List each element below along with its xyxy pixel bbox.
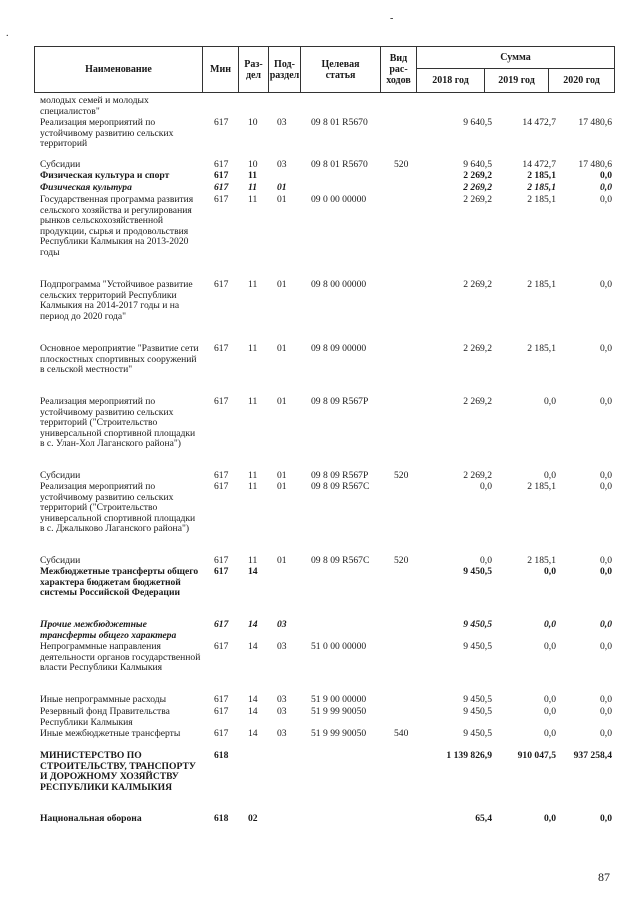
row-tselevaya: 51 9 99 90050 — [311, 706, 367, 717]
row-sum-2020: 17 480,6 — [578, 159, 612, 170]
row-sum-2020: 0,0 — [600, 813, 612, 824]
scan-mark-dash: - — [390, 13, 394, 24]
header-2018: 2018 год — [417, 69, 485, 93]
row-sum-2018: 9 640,5 — [463, 159, 492, 170]
table-row — [34, 729, 614, 751]
row-sum-2020: 0,0 — [600, 481, 612, 492]
row-podrazdel: 01 — [277, 343, 287, 354]
row-min: 617 — [214, 555, 229, 566]
table-row — [34, 280, 614, 344]
header-tselevaya: Целевая статья — [301, 47, 381, 93]
row-min: 617 — [214, 182, 229, 193]
table-row — [34, 118, 614, 160]
row-razdel: 14 — [248, 619, 258, 630]
row-razdel: 10 — [248, 159, 258, 170]
row-razdel: 11 — [248, 470, 258, 481]
row-min: 617 — [214, 170, 229, 181]
row-podrazdel: 03 — [277, 117, 287, 128]
row-min: 617 — [214, 728, 229, 739]
row-sum-2018: 1 139 826,9 — [446, 750, 492, 761]
row-sum-2018: 9 450,5 — [463, 728, 492, 739]
row-min: 617 — [214, 641, 229, 652]
row-sum-2020: 0,0 — [600, 170, 612, 181]
header-2019: 2019 год — [485, 69, 549, 93]
row-sum-2018: 9 450,5 — [463, 706, 492, 717]
row-sum-2018: 2 269,2 — [463, 343, 492, 354]
row-sum-2018: 9 450,5 — [463, 566, 492, 577]
row-tselevaya: 09 8 09 R567P — [311, 470, 369, 481]
row-sum-2019: 2 185,1 — [527, 170, 556, 181]
row-sum-2018: 9 640,5 — [463, 117, 492, 128]
row-sum-2019: 0,0 — [544, 470, 556, 481]
row-sum-2019: 910 047,5 — [517, 750, 556, 761]
row-name: Иные межбюджетные трансферты — [40, 728, 181, 739]
row-podrazdel: 01 — [277, 182, 287, 193]
row-razdel: 14 — [248, 641, 258, 652]
table-row — [34, 620, 614, 642]
row-sum-2019: 0,0 — [544, 694, 556, 705]
row-razdel: 11 — [248, 279, 258, 290]
row-tselevaya: 09 8 01 R5670 — [311, 159, 368, 170]
table-row — [34, 751, 614, 814]
row-sum-2019: 2 185,1 — [527, 343, 556, 354]
row-min: 617 — [214, 694, 229, 705]
row-sum-2018: 9 450,5 — [463, 694, 492, 705]
row-razdel: 11 — [248, 396, 258, 407]
row-name: Субсидии — [40, 470, 81, 481]
row-min: 617 — [214, 159, 229, 170]
row-podrazdel: 01 — [277, 194, 287, 205]
row-sum-2020: 0,0 — [600, 694, 612, 705]
row-podrazdel: 03 — [277, 728, 287, 739]
row-sum-2020: 0,0 — [600, 470, 612, 481]
row-tselevaya: 09 8 09 00000 — [311, 343, 367, 354]
row-podrazdel: 03 — [277, 694, 287, 705]
row-sum-2019: 0,0 — [544, 813, 556, 824]
row-sum-2019: 0,0 — [544, 641, 556, 652]
row-min: 617 — [214, 279, 229, 290]
row-sum-2019: 2 185,1 — [527, 279, 556, 290]
row-sum-2018: 2 269,2 — [463, 279, 492, 290]
row-min: 617 — [214, 619, 229, 630]
row-min: 617 — [214, 117, 229, 128]
row-razdel: 11 — [248, 194, 258, 205]
row-podrazdel: 03 — [277, 159, 287, 170]
row-razdel: 14 — [248, 694, 258, 705]
header-2020: 2020 год — [549, 69, 615, 93]
table-header — [34, 46, 615, 93]
header-summa: Сумма — [417, 47, 615, 69]
row-sum-2019: 14 472,7 — [522, 159, 556, 170]
row-vid: 520 — [394, 555, 409, 566]
row-tselevaya: 09 8 01 R5670 — [311, 117, 368, 128]
row-name: Иные непрограммные расходы — [40, 694, 167, 705]
row-sum-2020: 0,0 — [600, 396, 612, 407]
row-name: Государственная программа развития сельского хозяйства и регулирования рынков сельскохозяйственной продукции, сырья и продовольствия Республики Калмыкия на 2013-2020 годы — [40, 194, 194, 258]
row-name: Межбюджетные трансферты общего характера бюджетам бюджетной системы Российской Федерации — [40, 566, 199, 599]
row-name: Реализация мероприятий по устойчивому развитию сельских территорий — [40, 117, 174, 150]
row-tselevaya: 09 8 09 R567P — [311, 396, 369, 407]
row-sum-2019: 2 185,1 — [527, 182, 556, 193]
row-sum-2019: 0,0 — [544, 728, 556, 739]
row-sum-2020: 0,0 — [600, 728, 612, 739]
row-sum-2020: 0,0 — [600, 555, 612, 566]
row-razdel: 02 — [248, 813, 258, 824]
row-sum-2020: 0,0 — [600, 343, 612, 354]
row-name: Субсидии — [40, 555, 81, 566]
row-razdel: 11 — [248, 555, 258, 566]
row-podrazdel: 03 — [277, 619, 287, 630]
table-row — [34, 642, 614, 695]
scan-mark-dot: . — [6, 28, 9, 39]
row-sum-2018: 0,0 — [480, 555, 492, 566]
row-tselevaya: 09 8 09 R567C — [311, 481, 370, 492]
row-razdel: 14 — [248, 566, 258, 577]
row-sum-2018: 2 269,2 — [463, 470, 492, 481]
row-name: Субсидии — [40, 159, 81, 170]
row-vid: 520 — [394, 159, 409, 170]
table-row — [34, 482, 614, 556]
table-row — [34, 397, 614, 471]
row-sum-2018: 0,0 — [480, 481, 492, 492]
row-name: Резервный фонд Правительства Республики Калмыкия — [40, 706, 170, 728]
row-sum-2020: 0,0 — [600, 182, 612, 193]
row-sum-2020: 0,0 — [600, 706, 612, 717]
row-name: Непрограммные направления деятельности органов государственной власти Республики Калмыкия — [40, 641, 201, 674]
row-name: Физическая культура и спорт — [40, 170, 170, 181]
header-name: Наименование — [35, 47, 203, 93]
table-body — [34, 96, 614, 826]
row-razdel: 14 — [248, 728, 258, 739]
row-podrazdel: 01 — [277, 470, 287, 481]
row-sum-2020: 0,0 — [600, 619, 612, 630]
table-row — [34, 96, 614, 118]
row-vid: 540 — [394, 728, 409, 739]
row-podrazdel: 03 — [277, 641, 287, 652]
row-tselevaya: 51 9 00 00000 — [311, 694, 367, 705]
row-tselevaya: 51 0 00 00000 — [311, 641, 367, 652]
row-min: 617 — [214, 566, 229, 577]
row-podrazdel: 01 — [277, 396, 287, 407]
row-name: Физическая культура — [40, 182, 132, 193]
header-vid: Вид рас- ходов — [381, 47, 417, 93]
row-min: 617 — [214, 194, 229, 205]
row-sum-2020: 0,0 — [600, 279, 612, 290]
row-vid: 520 — [394, 470, 409, 481]
row-sum-2020: 0,0 — [600, 566, 612, 577]
row-min: 617 — [214, 481, 229, 492]
header-podrazdel: Под- раздел — [269, 47, 301, 93]
row-sum-2018: 2 269,2 — [463, 170, 492, 181]
row-sum-2018: 65,4 — [475, 813, 492, 824]
row-sum-2019: 2 185,1 — [527, 194, 556, 205]
table-row — [34, 344, 614, 397]
header-min: Мин — [203, 47, 239, 93]
row-sum-2018: 2 269,2 — [463, 194, 492, 205]
row-razdel: 11 — [248, 170, 258, 181]
row-tselevaya: 09 8 09 R567C — [311, 555, 370, 566]
row-sum-2018: 9 450,5 — [463, 641, 492, 652]
row-tselevaya: 09 8 00 00000 — [311, 279, 367, 290]
row-sum-2019: 0,0 — [544, 566, 556, 577]
row-sum-2020: 0,0 — [600, 641, 612, 652]
row-sum-2019: 0,0 — [544, 706, 556, 717]
header-razdel: Раз- дел — [239, 47, 269, 93]
row-sum-2019: 0,0 — [544, 396, 556, 407]
row-tselevaya: 09 0 00 00000 — [311, 194, 367, 205]
row-name: Подпрограмма "Устойчивое развитие сельских территорий Республики Калмыкия на 2014-2017 годы и на период до 2020 года" — [40, 279, 193, 322]
row-podrazdel: 03 — [277, 706, 287, 717]
table-row — [34, 814, 614, 826]
row-min: 618 — [214, 813, 229, 824]
table-row — [34, 567, 614, 620]
row-sum-2018: 9 450,5 — [463, 619, 492, 630]
row-min: 617 — [214, 396, 229, 407]
row-sum-2018: 2 269,2 — [463, 182, 492, 193]
row-name: МИНИСТЕРСТВО ПО СТРОИТЕЛЬСТВУ, ТРАНСПОРТУ И ДОРОЖНОМУ ХОЗЯЙСТВУ РЕСПУБЛИКИ КАЛМЫКИЯ — [40, 750, 196, 793]
row-sum-2019: 14 472,7 — [522, 117, 556, 128]
row-min: 617 — [214, 343, 229, 354]
row-name: Основное мероприятие "Развитие сети плоскостных спортивных сооружений в сельской местности" — [40, 343, 199, 376]
row-podrazdel: 01 — [277, 555, 287, 566]
row-sum-2020: 0,0 — [600, 194, 612, 205]
row-razdel: 11 — [248, 343, 258, 354]
row-name: молодых семей и молодых специалистов" — [40, 95, 149, 117]
row-razdel: 14 — [248, 706, 258, 717]
row-sum-2019: 2 185,1 — [527, 481, 556, 492]
row-sum-2019: 2 185,1 — [527, 555, 556, 566]
row-name: Реализация мероприятий по устойчивому развитию сельских территорий ("Строительство универсальной спортивной площадки в с. Улан-Хол Лаганского района") — [40, 396, 196, 450]
row-razdel: 10 — [248, 117, 258, 128]
row-razdel: 11 — [248, 481, 258, 492]
row-podrazdel: 01 — [277, 481, 287, 492]
row-sum-2020: 17 480,6 — [578, 117, 612, 128]
row-min: 617 — [214, 706, 229, 717]
row-razdel: 11 — [248, 182, 258, 193]
row-sum-2018: 2 269,2 — [463, 396, 492, 407]
row-min: 617 — [214, 470, 229, 481]
row-name: Прочие межбюджетные трансферты общего характера — [40, 619, 177, 641]
row-name: Реализация мероприятий по устойчивому развитию сельских территорий ("Строительство универсальной спортивной площадки в с. Джалыково Лаганского района") — [40, 481, 196, 535]
table-row — [34, 195, 614, 280]
row-name: Национальная оборона — [40, 813, 142, 824]
table-row — [34, 707, 614, 729]
row-tselevaya: 51 9 99 90050 — [311, 728, 367, 739]
row-sum-2019: 0,0 — [544, 619, 556, 630]
row-min: 618 — [214, 750, 229, 761]
row-podrazdel: 01 — [277, 279, 287, 290]
row-sum-2020: 937 258,4 — [573, 750, 612, 761]
page-number: 87 — [598, 870, 610, 884]
